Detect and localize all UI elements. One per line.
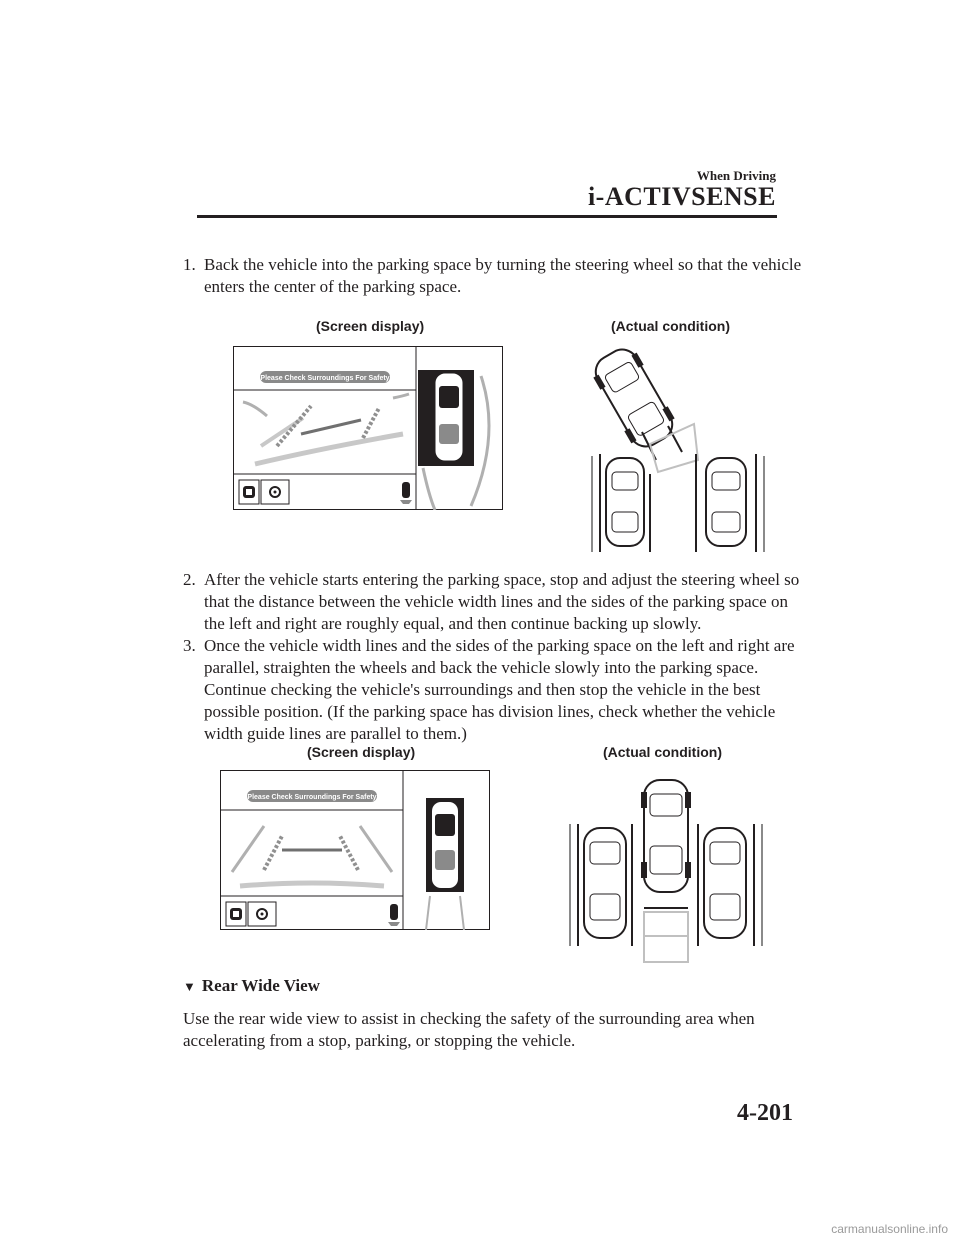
step-line: After the vehicle starts entering the parking space, stop and adjust the steering wheel so [204,570,800,589]
actual-condition-caption: (Actual condition) [611,318,730,334]
step-number: 1. [183,255,196,274]
step-line: possible position. (If the parking space has division lines, check whether the vehicle [204,702,776,721]
triangle-down-icon: ▼ [183,979,196,994]
camera-view-icon [243,486,255,498]
body-paragraph [183,1008,783,1052]
step-line: enters the center of the parking space. [204,277,462,296]
warning-banner: Please Check Surroundings For Safety [247,794,377,801]
step-line: Back the vehicle into the parking space by turning the steering wheel so that the vehicle [204,255,802,274]
actual-condition-figure [562,776,770,964]
warning-banner: Please Check Surroundings For Safety [260,375,390,382]
paragraph-line: accelerating from a stop, parking, or stopping the vehicle. [183,1031,576,1050]
actual-condition-figure [590,340,770,552]
watermark-text: carmanualsonline.info [831,1222,948,1236]
step-number: 2. [183,570,196,589]
step-line: width guide lines are parallel to them.) [204,724,467,743]
screen-display-figure [220,770,490,930]
screen-display-figure [233,346,503,510]
step-1 [183,254,803,298]
camera-view-icon [230,908,242,920]
header-rule [197,215,777,218]
step-line: the left and right are roughly equal, and then continue backing up slowly. [204,614,702,633]
step-2 [183,569,803,635]
actual-condition-caption: (Actual condition) [603,744,722,760]
section-title-text: Rear Wide View [201,976,320,995]
paragraph-line: Use the rear wide view to assist in checking the safety of the surrounding area when [183,1009,755,1028]
section-heading [183,976,320,996]
step-number: 3. [183,636,196,655]
page-number: 4-201 [737,1100,793,1126]
step-line: that the distance between the vehicle width lines and the sides of the parking space on [204,592,788,611]
screen-display-caption: (Screen display) [316,318,425,334]
section-label: When Driving [696,168,776,183]
screen-display-caption: (Screen display) [307,744,416,760]
step-line: Continue checking the vehicle's surroundings and then stop the vehicle in the best [204,680,761,699]
step-line: parallel, straighten the wheels and back the vehicle slowly into the parking space. [204,658,759,677]
step-line: Once the vehicle width lines and the sides of the parking space on the left and right are [204,636,795,655]
chapter-title: i-ACTIVSENSE [587,182,776,211]
step-3 [183,635,803,745]
